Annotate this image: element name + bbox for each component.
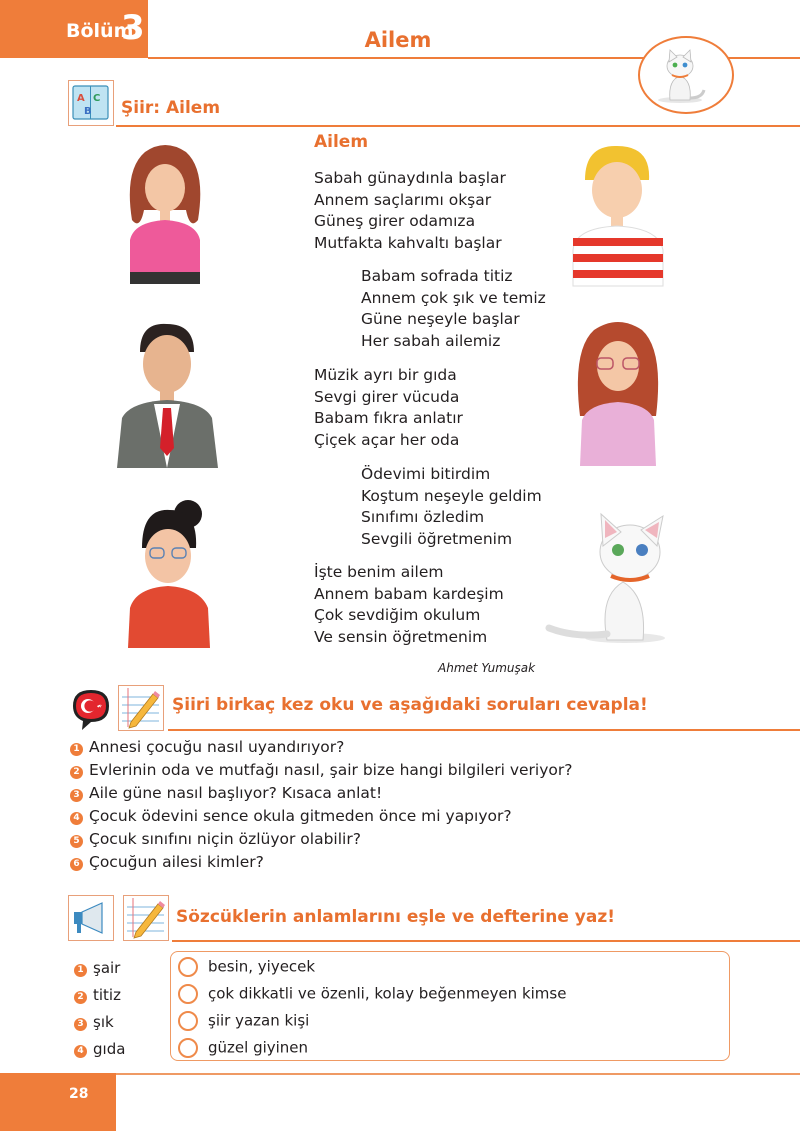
poem-line: Çiçek açar her oda bbox=[314, 430, 460, 449]
answer-circle[interactable] bbox=[178, 957, 198, 977]
word-number: 1 bbox=[74, 964, 87, 977]
matching-word bbox=[74, 986, 121, 1004]
word-number: 3 bbox=[74, 1018, 87, 1031]
page-number-tab bbox=[0, 1073, 116, 1131]
chapter-number: 3 bbox=[121, 8, 145, 48]
page-title: Ailem bbox=[364, 28, 432, 52]
question-text: Aile güne nasıl başlıyor? Kısaca anlat! bbox=[89, 784, 383, 802]
poem-line: Her sabah ailemiz bbox=[361, 331, 501, 350]
question-text: Çocuk sınıfını niçin özlüyor olabilir? bbox=[89, 830, 361, 848]
poem-stanza bbox=[361, 266, 546, 352]
poem-section-title: Şiir: Ailem bbox=[121, 98, 221, 118]
question-text: Çocuğun ailesi kimler? bbox=[89, 853, 264, 871]
teacher-illustration bbox=[572, 320, 664, 470]
word-number: 2 bbox=[74, 991, 87, 1004]
questions-section-divider bbox=[168, 729, 800, 731]
matching-section-title: Sözcüklerin anlamlarını eşle ve defterine yaz! bbox=[176, 907, 616, 927]
matching-word bbox=[74, 1040, 125, 1058]
poem-line: Babam sofrada titiz bbox=[361, 267, 513, 285]
question-item bbox=[70, 738, 344, 756]
meaning-row bbox=[178, 984, 566, 1008]
poem-line: Mutfakta kahvaltı başlar bbox=[314, 233, 502, 252]
poem-line: Koştum neşeyle geldim bbox=[361, 486, 542, 505]
poem-stanza bbox=[314, 365, 463, 451]
poem-line: Sınıfımı özledim bbox=[361, 508, 485, 526]
cat-icon bbox=[640, 38, 732, 112]
question-text: Annesi çocuğu nasıl uyandırıyor? bbox=[89, 738, 345, 756]
word-number: 4 bbox=[74, 1045, 87, 1058]
abc-book-icon bbox=[68, 80, 114, 126]
question-number: 1 bbox=[70, 743, 83, 756]
page-number: 28 bbox=[69, 1086, 89, 1102]
question-item bbox=[70, 830, 361, 848]
pencil-notebook-icon bbox=[123, 895, 169, 941]
question-item bbox=[70, 761, 572, 779]
answer-circle[interactable] bbox=[178, 1038, 198, 1058]
svg-text:A: A bbox=[77, 93, 85, 104]
question-number: 2 bbox=[70, 766, 83, 779]
poem-line: Müzik ayrı bir gıda bbox=[314, 366, 457, 384]
poem-line: Annem saçlarımı okşar bbox=[314, 190, 492, 209]
word-text: şık bbox=[93, 1013, 114, 1031]
chapter-tab bbox=[0, 0, 148, 58]
question-number: 4 bbox=[70, 812, 83, 825]
poem-line: Güne neşeyle başlar bbox=[361, 310, 520, 328]
question-number: 3 bbox=[70, 789, 83, 802]
word-text: gıda bbox=[93, 1040, 126, 1058]
meaning-row bbox=[178, 1011, 309, 1035]
answer-circle[interactable] bbox=[178, 1011, 198, 1031]
poem-stanza bbox=[314, 168, 506, 254]
answer-circle[interactable] bbox=[178, 984, 198, 1004]
girl-illustration bbox=[120, 140, 210, 294]
poem-line: Sevgili öğretmenim bbox=[361, 529, 513, 548]
poem-line: Güneş girer odamıza bbox=[314, 212, 476, 230]
questions-section-title: Şiiri birkaç kez oku ve aşağıdaki soruları cevapla! bbox=[172, 695, 648, 715]
svg-text:C: C bbox=[93, 93, 101, 104]
poem-line: İşte benim ailem bbox=[314, 563, 444, 581]
meaning-text: çok dikkatli ve özenli, kolay beğenmeyen kimse bbox=[208, 984, 567, 1003]
meaning-row bbox=[178, 957, 315, 981]
poem-line: Ve sensin öğretmenim bbox=[314, 627, 488, 646]
word-text: şair bbox=[93, 959, 121, 977]
cat-badge bbox=[638, 36, 734, 114]
cat-illustration bbox=[545, 510, 675, 649]
meaning-text: güzel giyinen bbox=[208, 1038, 309, 1057]
matching-word bbox=[74, 1013, 114, 1031]
father-illustration bbox=[112, 318, 222, 472]
poem-author: Ahmet Yumuşak bbox=[438, 661, 536, 675]
poem-line: Annem çok şık ve temiz bbox=[361, 288, 546, 307]
poem-title: Ailem bbox=[314, 132, 369, 152]
poem-line: Ödevimi bitirdim bbox=[361, 465, 491, 483]
question-item bbox=[70, 853, 264, 871]
meaning-text: besin, yiyecek bbox=[208, 957, 316, 976]
question-item bbox=[70, 807, 512, 825]
poem-stanza bbox=[361, 464, 542, 550]
question-text: Çocuk ödevini sence okula gitmeden önce mi yapıyor? bbox=[89, 807, 512, 825]
question-number: 6 bbox=[70, 858, 83, 871]
poem-line: Annem babam kardeşim bbox=[314, 584, 504, 603]
poem-section-divider bbox=[116, 125, 800, 127]
footer-divider bbox=[116, 1073, 800, 1075]
svg-text:B: B bbox=[84, 106, 92, 117]
chapter-label: Bölüm bbox=[66, 20, 134, 42]
poem-stanza bbox=[314, 562, 504, 648]
meaning-text: şiir yazan kişi bbox=[208, 1011, 310, 1030]
question-item bbox=[70, 784, 382, 802]
question-number: 5 bbox=[70, 835, 83, 848]
poem-line: Çok sevdiğim okulum bbox=[314, 606, 481, 624]
poem-line: Babam fıkra anlatır bbox=[314, 409, 463, 427]
poem-line: Sabah günaydınla başlar bbox=[314, 169, 506, 187]
poem-line: Sevgi girer vücuda bbox=[314, 387, 460, 406]
matching-section-divider bbox=[172, 940, 800, 942]
megaphone-icon bbox=[68, 895, 114, 941]
pencil-notebook-icon bbox=[118, 685, 164, 731]
word-text: titiz bbox=[93, 986, 121, 1004]
meaning-row bbox=[178, 1038, 308, 1062]
matching-word bbox=[74, 959, 120, 977]
turkish-flag-speech-icon bbox=[68, 686, 114, 732]
question-text: Evlerinin oda ve mutfağı nasıl, şair bize hangi bilgileri veriyor? bbox=[89, 761, 573, 779]
mother-illustration bbox=[120, 498, 215, 652]
boy-illustration bbox=[565, 140, 670, 292]
